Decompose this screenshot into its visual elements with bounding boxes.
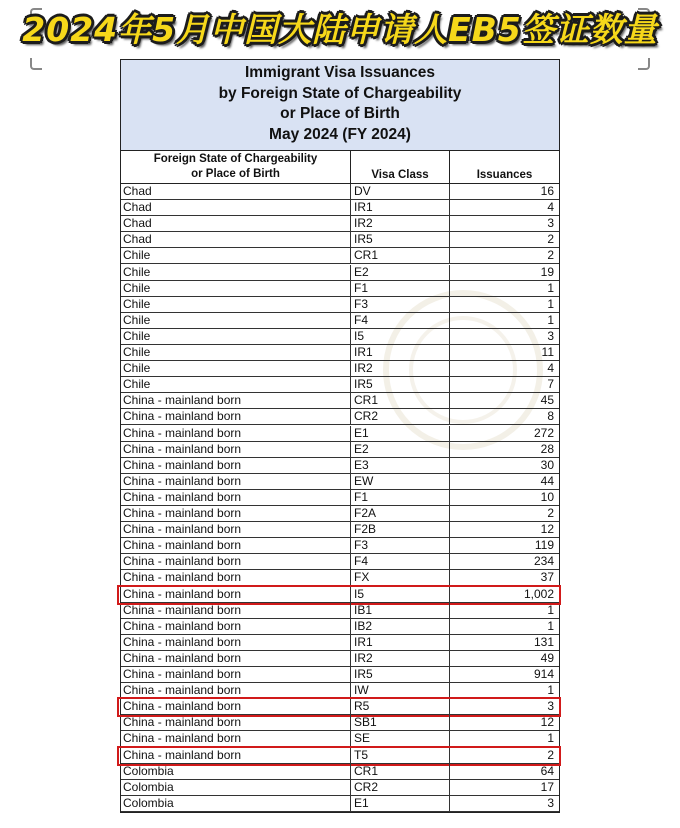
issuances-cell: 1,002 (523, 586, 554, 601)
column-header-issuances: Issuances (450, 151, 559, 184)
visa-class-cell: E2 (351, 265, 450, 280)
issuances-cell: 11 (541, 345, 554, 359)
issuances-cell: 17 (540, 779, 554, 794)
table-row (121, 442, 559, 458)
issuances-cell: 2 (547, 232, 554, 247)
table-row (121, 587, 559, 603)
country-cell: Chad (121, 200, 351, 215)
visa-class-cell: EW (351, 474, 450, 489)
table-row (121, 619, 559, 635)
table-row (121, 248, 559, 264)
issuances-cell: 1 (547, 731, 554, 746)
country-cell: China - mainland born (121, 506, 351, 521)
visa-class-cell: IR2 (351, 216, 450, 231)
country-cell: Chile (121, 345, 351, 360)
issuances-cell: 12 (540, 715, 554, 730)
country-cell: China - mainland born (121, 715, 351, 730)
visa-class-cell: E3 (351, 458, 450, 473)
table-row (121, 522, 559, 538)
country-cell: Colombia (121, 780, 351, 795)
table-row (121, 683, 559, 699)
table-row (121, 538, 559, 554)
table-row (121, 667, 559, 683)
column-header-country: Foreign State of Chargeability or Place of Birth (121, 151, 351, 184)
country-cell: China - mainland born (121, 458, 351, 473)
country-cell: China - mainland born (121, 699, 351, 714)
table-row (121, 426, 559, 442)
issuances-cell: 10 (540, 489, 554, 504)
country-cell: Chile (121, 361, 351, 376)
country-cell: China - mainland born (121, 474, 351, 489)
document-header (121, 60, 559, 151)
issuances-cell: 2 (547, 747, 554, 762)
country-cell: China - mainland born (121, 554, 351, 569)
corner-bracket (30, 58, 42, 70)
issuances-cell: 3 (547, 328, 554, 343)
visa-class-cell: F4 (351, 313, 450, 328)
country-cell: Chile (121, 248, 351, 263)
issuances-cell: 234 (533, 554, 554, 569)
visa-class-cell: DV (351, 184, 450, 199)
header-line: by Foreign State of Chargeability (218, 84, 462, 102)
visa-class-cell: IR2 (351, 651, 450, 666)
visa-class-cell: E1 (351, 426, 450, 441)
country-cell: Chile (121, 329, 351, 344)
visa-class-cell: I5 (351, 329, 450, 344)
country-cell: China - mainland born (121, 393, 351, 408)
visa-class-cell: CR2 (351, 409, 450, 424)
table-row (121, 748, 559, 764)
table-row (121, 506, 559, 522)
issuances-cell: 1 (547, 280, 554, 295)
visa-class-cell: IB2 (351, 619, 450, 634)
issuances-cell: 4 (547, 200, 554, 215)
issuances-cell: 131 (533, 634, 554, 649)
country-cell: China - mainland born (121, 635, 351, 650)
table-row (121, 731, 559, 747)
country-cell: China - mainland born (121, 731, 351, 746)
table-row (121, 265, 559, 281)
issuances-cell: 3 (547, 216, 554, 231)
table-row (121, 554, 559, 570)
table-row (121, 474, 559, 490)
visa-class-cell: IR5 (351, 232, 450, 247)
issuances-cell: 45 (540, 393, 554, 408)
visa-issuance-table (120, 59, 560, 813)
visa-class-cell: SE (351, 731, 450, 746)
table-row (121, 232, 559, 248)
country-cell: China - mainland born (121, 442, 351, 457)
table-row (121, 409, 559, 425)
country-cell: Chile (121, 377, 351, 392)
table-row (121, 635, 559, 651)
table-row (121, 393, 559, 409)
header-line: Immigrant Visa Issuances (244, 64, 436, 81)
country-cell: Chile (121, 297, 351, 312)
table-row (121, 361, 559, 377)
issuances-cell: 49 (540, 650, 554, 665)
country-cell: Chile (121, 313, 351, 328)
table-row (121, 764, 559, 780)
visa-class-cell: IR5 (351, 667, 450, 682)
header-line: May 2024 (FY 2024) (269, 125, 411, 143)
issuances-cell: 12 (540, 522, 554, 537)
visa-class-cell: SB1 (351, 715, 450, 730)
table-row (121, 458, 559, 474)
country-cell: Chad (121, 184, 351, 199)
issuances-cell: 1 (547, 683, 554, 698)
issuances-cell: 2 (547, 506, 554, 520)
visa-class-cell: CR2 (351, 780, 450, 795)
country-cell: China - mainland born (121, 538, 351, 553)
country-cell: Chad (121, 232, 351, 247)
country-cell: Chile (121, 281, 351, 296)
banner (0, 0, 680, 62)
table-row (121, 570, 559, 586)
issuances-cell: 16 (540, 184, 554, 198)
table-row (121, 490, 559, 506)
issuances-cell: 119 (534, 538, 554, 553)
country-cell: China - mainland born (121, 619, 351, 634)
country-cell: China - mainland born (121, 426, 351, 441)
visa-class-cell: E2 (351, 442, 450, 457)
issuances-cell: 8 (547, 409, 554, 424)
table-row (121, 184, 559, 200)
visa-class-cell: F4 (351, 554, 450, 569)
header-line: or Place of Birth (280, 105, 400, 122)
table-row (121, 200, 559, 216)
visa-class-cell: IR2 (351, 361, 450, 376)
visa-class-cell: F1 (351, 490, 450, 505)
visa-class-cell: R5 (351, 699, 450, 714)
table-row (121, 297, 559, 313)
visa-class-cell: F3 (351, 538, 450, 553)
table-row (121, 313, 559, 329)
issuances-cell: 3 (547, 795, 554, 810)
visa-class-cell: IR1 (351, 635, 450, 650)
country-cell: Colombia (121, 796, 351, 811)
table-row (121, 651, 559, 667)
table-row (121, 780, 559, 796)
country-cell: China - mainland born (121, 667, 351, 682)
banner-title: 2024年5月中国大陆申请人EB5签证数量 (22, 10, 658, 49)
visa-class-cell: E1 (351, 796, 450, 811)
visa-class-cell: T5 (351, 748, 450, 763)
table-row (121, 715, 559, 731)
visa-class-cell: F3 (351, 297, 450, 312)
visa-class-cell: I5 (351, 587, 450, 602)
country-cell: China - mainland born (121, 683, 351, 698)
visa-class-cell: FX (351, 570, 450, 585)
corner-bracket (638, 58, 650, 70)
visa-class-cell: IB1 (351, 603, 450, 618)
table-row (121, 281, 559, 297)
country-cell: Chile (121, 265, 351, 280)
table-row (121, 329, 559, 345)
issuances-cell: 28 (540, 441, 554, 456)
visa-class-cell: F2A (351, 506, 450, 521)
table-row (121, 345, 559, 361)
issuances-cell: 1 (547, 602, 554, 617)
visa-class-cell: CR1 (351, 248, 450, 263)
issuances-cell: 37 (540, 570, 554, 585)
table-row (121, 603, 559, 619)
visa-class-cell: CR1 (351, 764, 450, 779)
table-row (121, 377, 559, 393)
country-cell: China - mainland born (121, 522, 351, 537)
country-cell: China - mainland born (121, 570, 351, 585)
country-cell: China - mainland born (121, 587, 351, 602)
column-header-visa-class: Visa Class (351, 151, 450, 184)
visa-class-cell: IW (351, 683, 450, 698)
issuances-cell: 272 (533, 425, 554, 440)
issuances-cell: 2 (547, 248, 554, 263)
issuances-cell: 44 (540, 473, 554, 488)
country-cell: China - mainland born (121, 651, 351, 666)
table-row (121, 796, 559, 812)
visa-class-cell: CR1 (351, 393, 450, 408)
issuances-cell: 19 (540, 264, 554, 279)
issuances-cell: 1 (547, 618, 554, 633)
table-row (121, 699, 559, 715)
country-cell: Chad (121, 216, 351, 231)
visa-class-cell: IR1 (351, 345, 450, 360)
issuances-cell: 1 (547, 296, 554, 311)
country-cell: China - mainland born (121, 748, 351, 763)
issuances-cell: 30 (540, 457, 554, 472)
visa-class-cell: F2B (351, 522, 450, 537)
visa-class-cell: IR5 (351, 377, 450, 392)
country-cell: China - mainland born (121, 490, 351, 505)
issuances-cell: 3 (547, 699, 554, 714)
country-cell: China - mainland born (121, 603, 351, 618)
issuances-cell: 914 (533, 667, 554, 681)
issuances-cell: 64 (540, 763, 554, 778)
visa-class-cell: IR1 (351, 200, 450, 215)
visa-class-cell: F1 (351, 281, 450, 296)
issuances-cell: 7 (547, 377, 554, 392)
country-cell: Colombia (121, 764, 351, 779)
issuances-cell: 4 (547, 361, 554, 376)
table-row (121, 216, 559, 232)
issuances-cell: 1 (547, 312, 554, 327)
country-cell: China - mainland born (121, 409, 351, 424)
